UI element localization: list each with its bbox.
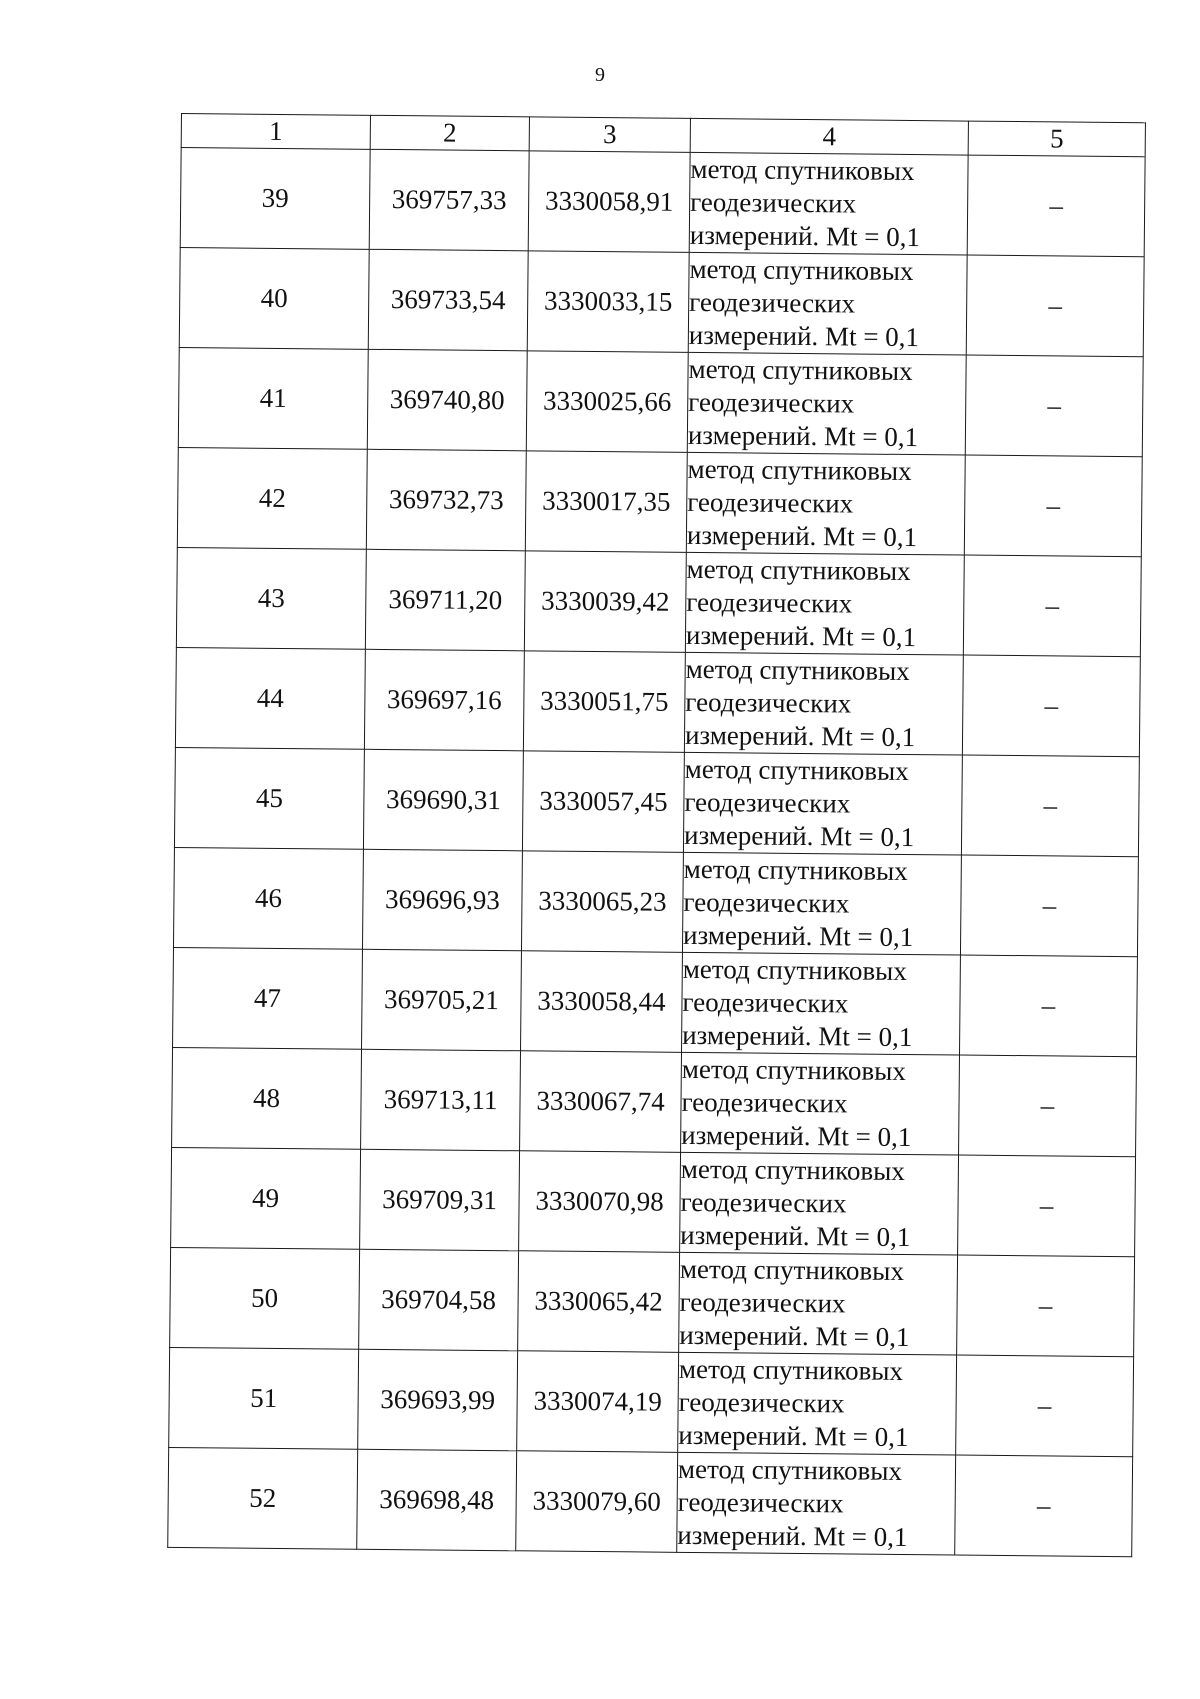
method-line: измерений. Mt = 0,1 bbox=[677, 1519, 908, 1553]
method-line: геодезических bbox=[687, 486, 854, 519]
header-cell-point-number: 1 bbox=[181, 114, 370, 150]
note-cell: – bbox=[963, 555, 1141, 657]
header-cell-method: 4 bbox=[690, 118, 968, 155]
method-line: геодезических bbox=[679, 1286, 846, 1319]
table-row bbox=[174, 747, 1139, 856]
table-row bbox=[168, 1447, 1133, 1556]
method-line: метод спутниковых bbox=[690, 153, 915, 187]
method-line: метод спутниковых bbox=[677, 1453, 903, 1486]
x-coordinate-cell: 369690,31 bbox=[363, 749, 523, 851]
method-cell bbox=[681, 1052, 960, 1155]
note-cell: – bbox=[965, 355, 1143, 457]
page-number: 9 bbox=[595, 64, 605, 86]
y-coordinate-cell: 3330070,98 bbox=[519, 1151, 681, 1253]
table-row bbox=[175, 647, 1140, 756]
note-cell: – bbox=[959, 1055, 1137, 1157]
x-coordinate-cell: 369733,54 bbox=[368, 249, 528, 351]
header-cell-note: 5 bbox=[968, 121, 1145, 157]
point-number-cell: 39 bbox=[180, 148, 370, 250]
coordinates-table bbox=[167, 113, 1146, 1557]
method-line: измерений. Mt = 0,1 bbox=[678, 1419, 909, 1453]
x-coordinate-cell: 369693,99 bbox=[358, 1349, 518, 1451]
point-number-cell: 50 bbox=[170, 1247, 360, 1349]
method-line: метод спутниковых bbox=[685, 653, 910, 687]
method-line: геодезических bbox=[685, 686, 852, 719]
y-coordinate-cell: 3330065,23 bbox=[521, 851, 683, 953]
method-line: измерений. Mt = 0,1 bbox=[679, 1319, 910, 1353]
point-number-cell: 46 bbox=[173, 847, 363, 949]
method-cell bbox=[678, 1352, 957, 1455]
y-coordinate-cell: 3330039,42 bbox=[524, 551, 686, 653]
method-line: метод спутниковых bbox=[682, 953, 907, 987]
method-cell bbox=[677, 1452, 956, 1555]
y-coordinate-cell: 3330051,75 bbox=[523, 651, 685, 753]
point-number-cell: 49 bbox=[171, 1147, 361, 1249]
x-coordinate-cell: 369713,11 bbox=[361, 1049, 521, 1151]
method-cell bbox=[688, 252, 967, 355]
method-cell bbox=[679, 1252, 958, 1355]
table-row bbox=[176, 547, 1141, 656]
note-cell: – bbox=[959, 955, 1137, 1057]
method-line: геодезических bbox=[677, 1486, 844, 1519]
method-line: геодезических bbox=[678, 1386, 845, 1419]
note-cell: – bbox=[961, 755, 1139, 857]
point-number-cell: 51 bbox=[169, 1347, 359, 1449]
method-line: измерений. Mt = 0,1 bbox=[684, 719, 916, 753]
method-cell bbox=[682, 952, 961, 1055]
x-coordinate-cell: 369732,73 bbox=[366, 449, 526, 551]
table-row bbox=[170, 1247, 1135, 1356]
y-coordinate-cell: 3330025,66 bbox=[526, 351, 688, 453]
method-cell bbox=[687, 352, 966, 455]
y-coordinate-cell: 3330057,45 bbox=[522, 751, 684, 853]
x-coordinate-cell: 369740,80 bbox=[367, 349, 527, 451]
method-line: измерений. Mt = 0,1 bbox=[685, 619, 917, 653]
table-row bbox=[173, 847, 1138, 956]
note-cell: – bbox=[958, 1155, 1136, 1257]
method-line: метод спутниковых bbox=[684, 753, 909, 787]
method-cell bbox=[683, 752, 962, 855]
method-cell bbox=[685, 552, 964, 655]
method-line: геодезических bbox=[684, 786, 851, 819]
method-line: метод спутниковых bbox=[688, 353, 913, 387]
header-cell-y-coordinate: 3 bbox=[529, 117, 690, 153]
y-coordinate-cell: 3330033,15 bbox=[527, 251, 689, 353]
method-line: измерений. Mt = 0,1 bbox=[683, 819, 915, 853]
table-row bbox=[172, 1047, 1137, 1156]
header-cell-x-coordinate: 2 bbox=[370, 115, 529, 151]
method-line: геодезических bbox=[688, 386, 855, 419]
method-line: измерений. Mt = 0,1 bbox=[680, 1219, 911, 1253]
x-coordinate-cell: 369704,58 bbox=[359, 1249, 519, 1351]
note-cell: – bbox=[964, 455, 1142, 557]
y-coordinate-cell: 3330058,91 bbox=[528, 151, 690, 253]
method-line: метод спутниковых bbox=[687, 453, 912, 487]
note-cell: – bbox=[955, 1455, 1133, 1557]
point-number-cell: 52 bbox=[168, 1447, 358, 1549]
x-coordinate-cell: 369698,48 bbox=[357, 1449, 517, 1551]
table-row bbox=[179, 247, 1144, 356]
method-cell bbox=[682, 852, 961, 955]
method-cell bbox=[680, 1152, 959, 1255]
point-number-cell: 41 bbox=[178, 347, 368, 449]
y-coordinate-cell: 3330067,74 bbox=[520, 1051, 682, 1153]
table-row bbox=[171, 1147, 1136, 1256]
method-line: геодезических bbox=[683, 886, 850, 919]
method-line: геодезических bbox=[681, 1086, 848, 1119]
table-row bbox=[177, 447, 1142, 556]
method-line: метод спутниковых bbox=[680, 1153, 906, 1186]
method-line: измерений. Mt = 0,1 bbox=[687, 419, 919, 453]
y-coordinate-cell: 3330065,42 bbox=[518, 1251, 680, 1353]
table-row bbox=[173, 947, 1138, 1056]
note-cell: – bbox=[957, 1255, 1135, 1357]
point-number-cell: 42 bbox=[177, 447, 367, 549]
method-line: геодезических bbox=[680, 1186, 847, 1219]
method-line: измерений. Mt = 0,1 bbox=[681, 1119, 912, 1153]
method-line: геодезических bbox=[682, 986, 849, 1019]
note-cell: – bbox=[962, 655, 1140, 757]
method-line: метод спутниковых bbox=[683, 853, 908, 887]
note-cell: – bbox=[956, 1355, 1134, 1457]
method-line: измерений. Mt = 0,1 bbox=[686, 519, 918, 553]
table-row bbox=[169, 1347, 1134, 1456]
note-cell: – bbox=[960, 855, 1138, 957]
x-coordinate-cell: 369709,31 bbox=[360, 1149, 520, 1251]
point-number-cell: 44 bbox=[175, 647, 365, 749]
method-cell bbox=[686, 452, 965, 555]
x-coordinate-cell: 369697,16 bbox=[364, 649, 524, 751]
method-line: метод спутниковых bbox=[689, 253, 914, 287]
table-row bbox=[178, 347, 1143, 456]
point-number-cell: 48 bbox=[172, 1047, 362, 1149]
x-coordinate-cell: 369711,20 bbox=[365, 549, 525, 651]
point-number-cell: 43 bbox=[176, 547, 366, 649]
point-number-cell: 47 bbox=[173, 947, 363, 1049]
x-coordinate-cell: 369705,21 bbox=[362, 949, 522, 1051]
note-cell: – bbox=[966, 255, 1144, 357]
x-coordinate-cell: 369757,33 bbox=[369, 149, 529, 251]
note-cell: – bbox=[967, 155, 1145, 257]
method-line: измерений. Mt = 0,1 bbox=[688, 319, 920, 353]
method-line: метод спутниковых bbox=[686, 553, 911, 587]
method-line: геодезических bbox=[690, 186, 857, 219]
method-cell bbox=[689, 152, 968, 255]
table-row bbox=[180, 148, 1145, 257]
method-line: геодезических bbox=[689, 286, 856, 319]
point-number-cell: 40 bbox=[179, 247, 369, 349]
y-coordinate-cell: 3330017,35 bbox=[525, 451, 687, 553]
y-coordinate-cell: 3330058,44 bbox=[521, 951, 683, 1053]
point-number-cell: 45 bbox=[174, 747, 364, 849]
x-coordinate-cell: 369696,93 bbox=[362, 849, 522, 951]
method-line: метод спутниковых bbox=[681, 1053, 906, 1087]
y-coordinate-cell: 3330074,19 bbox=[517, 1351, 679, 1453]
method-line: измерений. Mt = 0,1 bbox=[682, 1019, 913, 1053]
table-body bbox=[168, 148, 1145, 1557]
method-line: метод спутниковых bbox=[679, 1253, 905, 1286]
y-coordinate-cell: 3330079,60 bbox=[516, 1451, 678, 1553]
method-line: измерений. Mt = 0,1 bbox=[689, 219, 921, 253]
method-line: геодезических bbox=[686, 586, 853, 619]
method-line: измерений. Mt = 0,1 bbox=[682, 919, 914, 953]
method-line: метод спутниковых bbox=[678, 1353, 904, 1386]
coordinates-table-container bbox=[167, 113, 1145, 1557]
method-cell bbox=[684, 652, 963, 755]
